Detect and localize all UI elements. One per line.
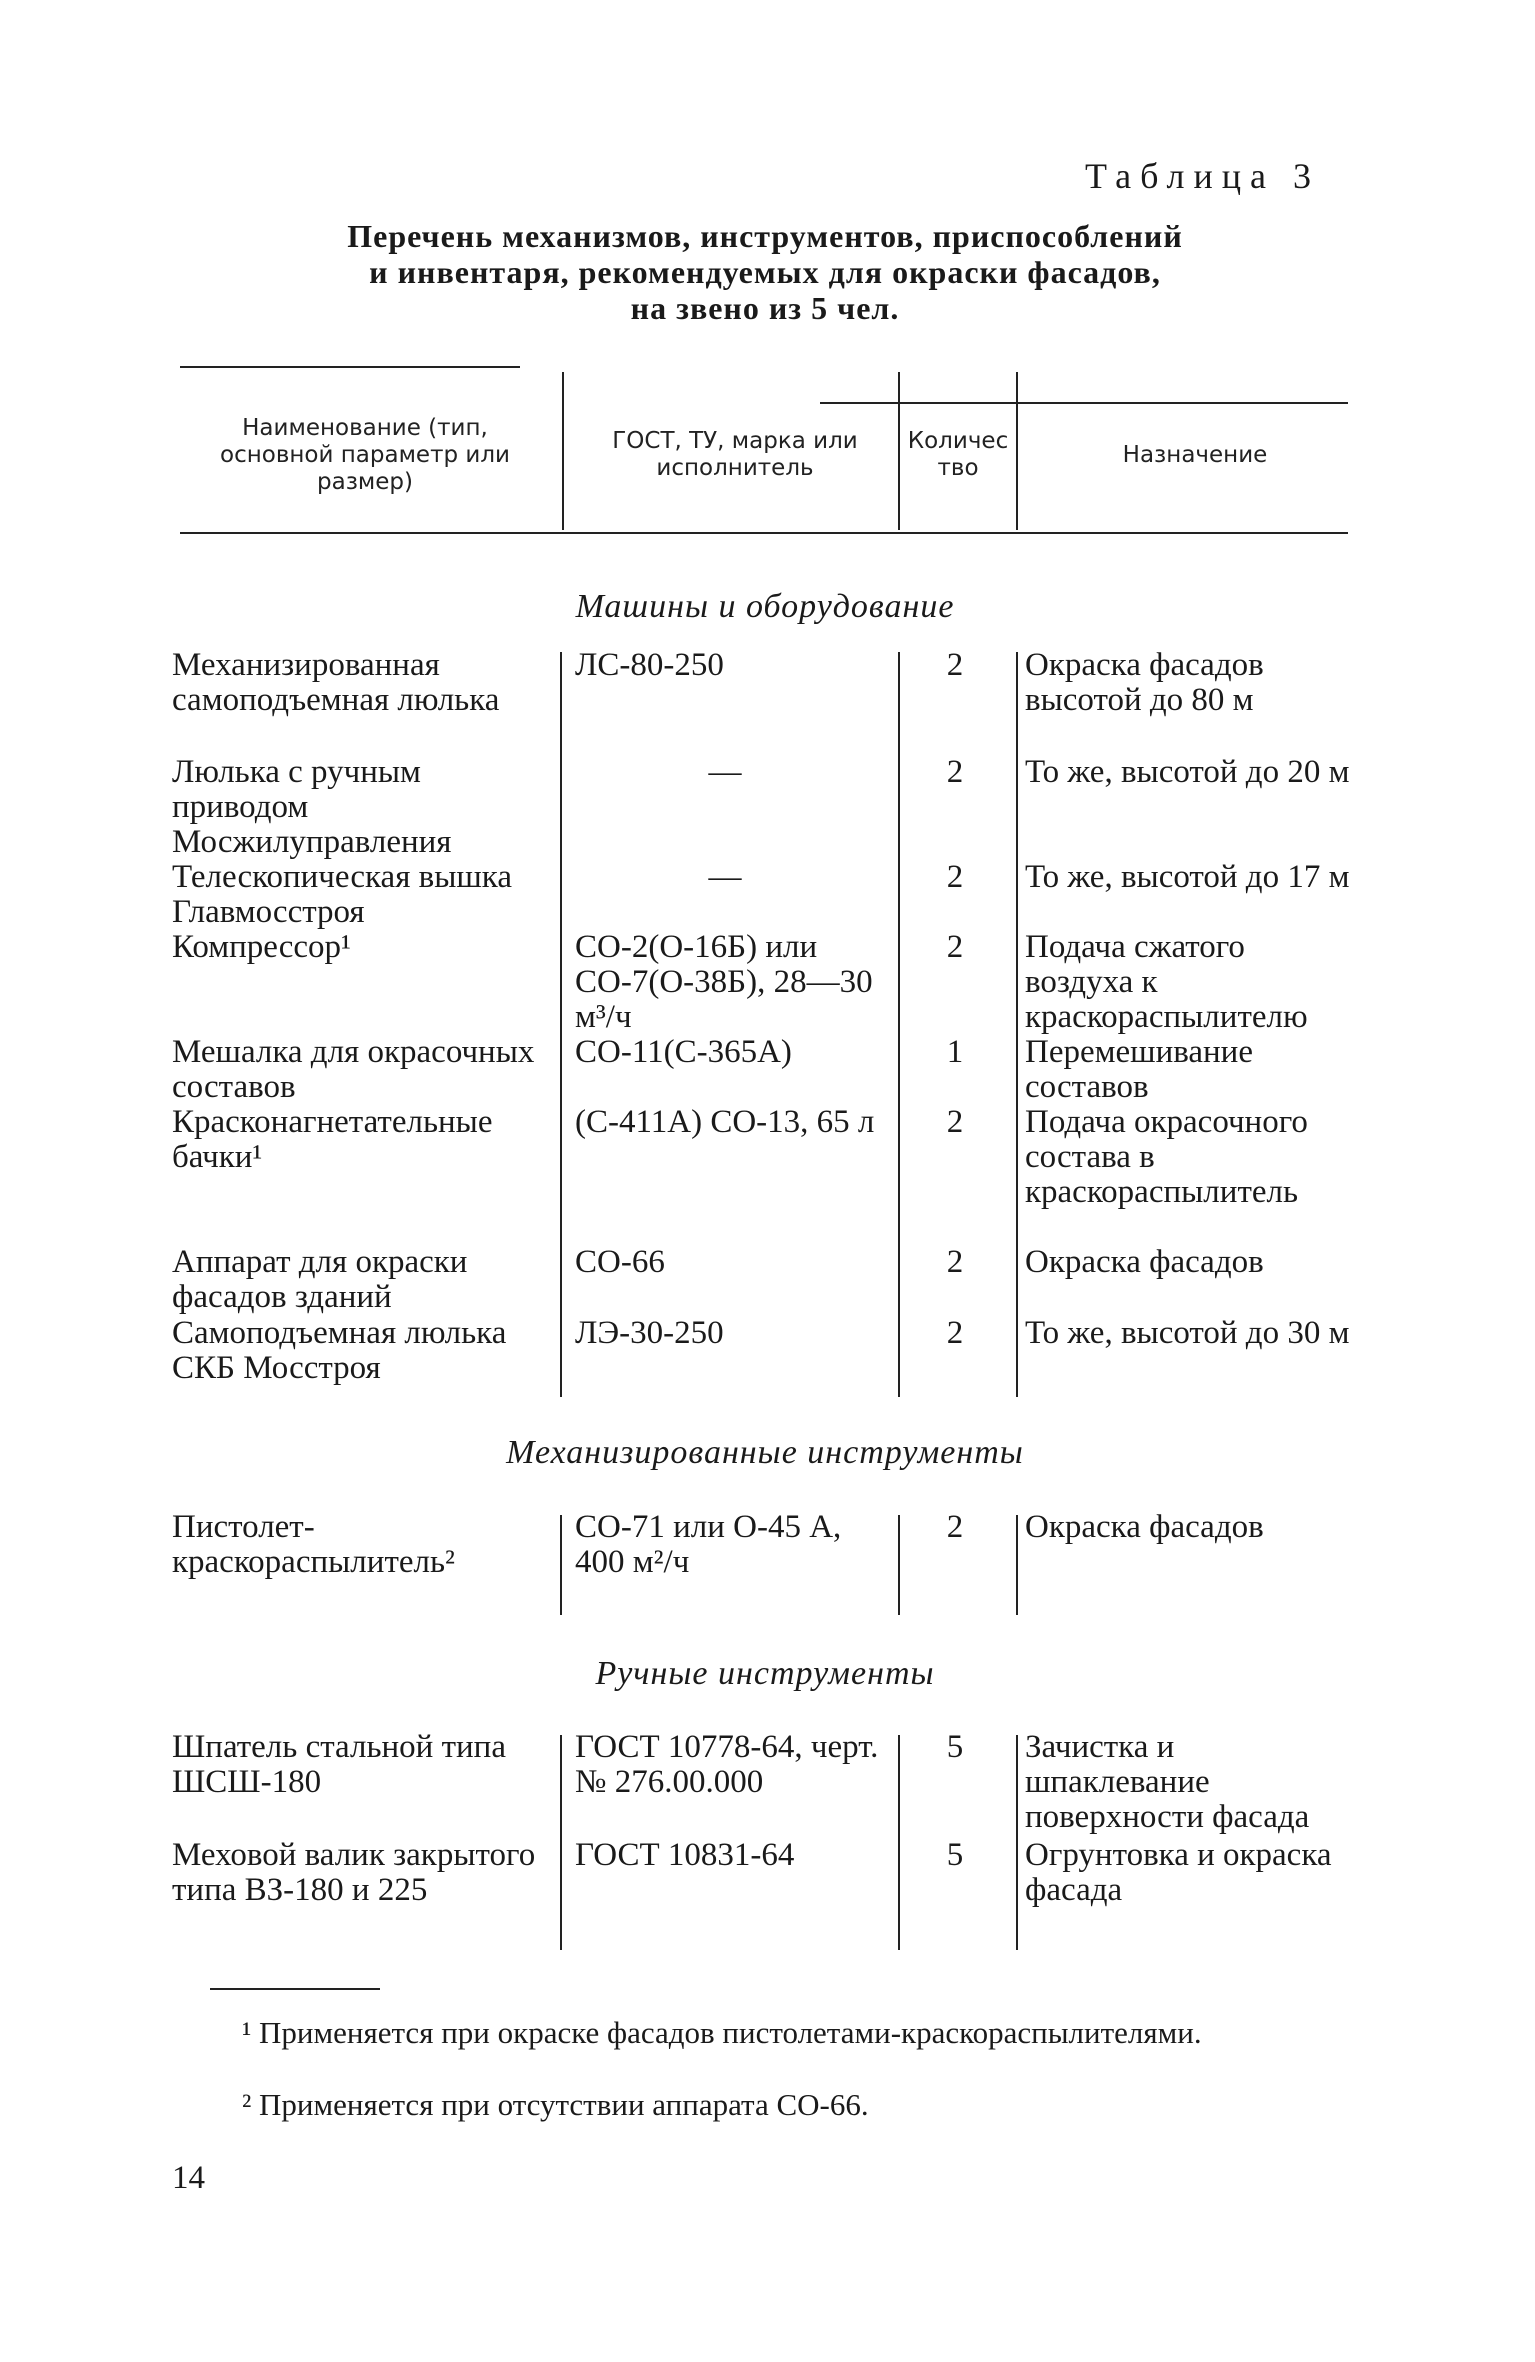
section-2-divider-3 [1016, 1515, 1018, 1615]
row-purpose: Подача окрасочного состава в краскораспылитель [1025, 1104, 1308, 1210]
row-name: Компрессор¹ [172, 929, 351, 965]
footnote-1: ¹ Применяется при окраске фасадов пистолетами-краскораспылителями. [242, 2015, 1202, 2050]
row-spec: СО-11(С-365А) [575, 1034, 792, 1070]
row-spec: СО-66 [575, 1244, 665, 1280]
row-qty: 1 [946, 1034, 964, 1070]
row-name: Телескопическая вышка Главмосстроя [172, 859, 512, 930]
row-qty: 2 [946, 1104, 964, 1140]
section-3-divider-3 [1016, 1735, 1018, 1950]
row-purpose: Подача сжатого воздуха к краскораспылителю [1025, 929, 1308, 1035]
header-divider-3 [1016, 372, 1018, 530]
header-bottom-rule [180, 532, 1348, 534]
section-title-mechanized-tools: Механизированные инструменты [506, 1434, 1024, 1471]
row-name: Красконагнетательные бачки¹ [172, 1104, 493, 1175]
row-purpose: То же, высотой до 17 м [1025, 859, 1350, 895]
row-spec: (С-411А) СО-13, 65 л [575, 1104, 875, 1140]
header-divider-1 [562, 372, 564, 530]
row-spec: ГОСТ 10831-64 [575, 1837, 795, 1873]
section-title-hand-tools: Ручные инструменты [595, 1655, 935, 1692]
footnote-2: ² Применяется при отсутствии аппарата СО-66. [242, 2087, 869, 2122]
row-name: Механизированная самоподъемная люлька [172, 647, 500, 718]
row-name: Люлька с ручным приводом Мосжилуправления [172, 754, 452, 860]
header-divider-2 [898, 372, 900, 530]
row-purpose: То же, высотой до 30 м [1025, 1315, 1350, 1351]
row-qty: 5 [946, 1837, 964, 1873]
column-header-spec: ГОСТ, ТУ, марка или исполнитель [612, 428, 858, 481]
row-qty: 2 [946, 1244, 964, 1280]
row-spec: — [708, 754, 742, 790]
caption-line-3: на звено из 5 чел. [630, 290, 900, 326]
page-number: 14 [172, 2160, 205, 2196]
row-qty: 2 [946, 929, 964, 965]
row-name: Пистолет-краскораспылитель² [172, 1509, 455, 1580]
row-qty: 2 [946, 647, 964, 683]
row-purpose: Окраска фасадов высотой до 80 м [1025, 647, 1264, 718]
caption-line-1: Перечень механизмов, инструментов, приспособлений [347, 218, 1183, 254]
row-spec: — [708, 859, 742, 895]
row-qty: 2 [946, 859, 964, 895]
row-purpose: Окраска фасадов [1025, 1509, 1264, 1545]
section-1-divider-3 [1016, 652, 1018, 1397]
row-spec: ЛЭ-30-250 [575, 1315, 724, 1351]
section-title-machines: Машины и оборудование [575, 588, 955, 625]
row-qty: 2 [946, 1509, 964, 1545]
row-purpose: Огрунтовка и окраска фасада [1025, 1837, 1332, 1908]
row-spec: СО-71 или О-45 А, 400 м²/ч [575, 1509, 842, 1580]
section-3-divider-1 [560, 1735, 562, 1950]
row-name: Мешалка для окрасочных составов [172, 1034, 535, 1105]
table-caption [170, 218, 1360, 326]
section-2-divider-1 [560, 1515, 562, 1615]
row-name: Меховой валик закрытого типа ВЗ-180 и 225 [172, 1837, 536, 1908]
row-name: Аппарат для окраски фасадов зданий [172, 1244, 468, 1315]
row-spec: ЛС-80-250 [575, 647, 724, 683]
row-name: Шпатель стальной типа ШСШ-180 [172, 1729, 506, 1800]
section-1-divider-1 [560, 652, 562, 1397]
column-header-purpose: Назначение [1122, 441, 1268, 468]
caption-line-2: и инвентаря, рекомендуемых для окраски фасадов, [369, 254, 1161, 290]
table-label: Таблица 3 [1085, 156, 1320, 196]
row-qty: 2 [946, 754, 964, 790]
row-spec: СО-2(О-16Б) или СО-7(О-38Б), 28—30 м³/ч [575, 929, 873, 1035]
footnote-rule [210, 1988, 380, 1990]
row-purpose: Перемешивание составов [1025, 1034, 1253, 1105]
row-spec: ГОСТ 10778-64, черт. № 276.00.000 [575, 1729, 879, 1800]
row-name: Самоподъемная люлька СКБ Мосстроя [172, 1315, 507, 1386]
row-qty: 2 [946, 1315, 964, 1351]
column-header-name: Наименование (тип, основной параметр или размер) [220, 414, 510, 495]
row-purpose: Зачистка и шпаклевание поверхности фасада [1025, 1729, 1310, 1835]
row-purpose: Окраска фасадов [1025, 1244, 1264, 1280]
header-top-rule [180, 366, 520, 368]
column-header-qty: Количество [907, 428, 1009, 481]
row-qty: 5 [946, 1729, 964, 1765]
row-purpose: То же, высотой до 20 м [1025, 754, 1350, 790]
